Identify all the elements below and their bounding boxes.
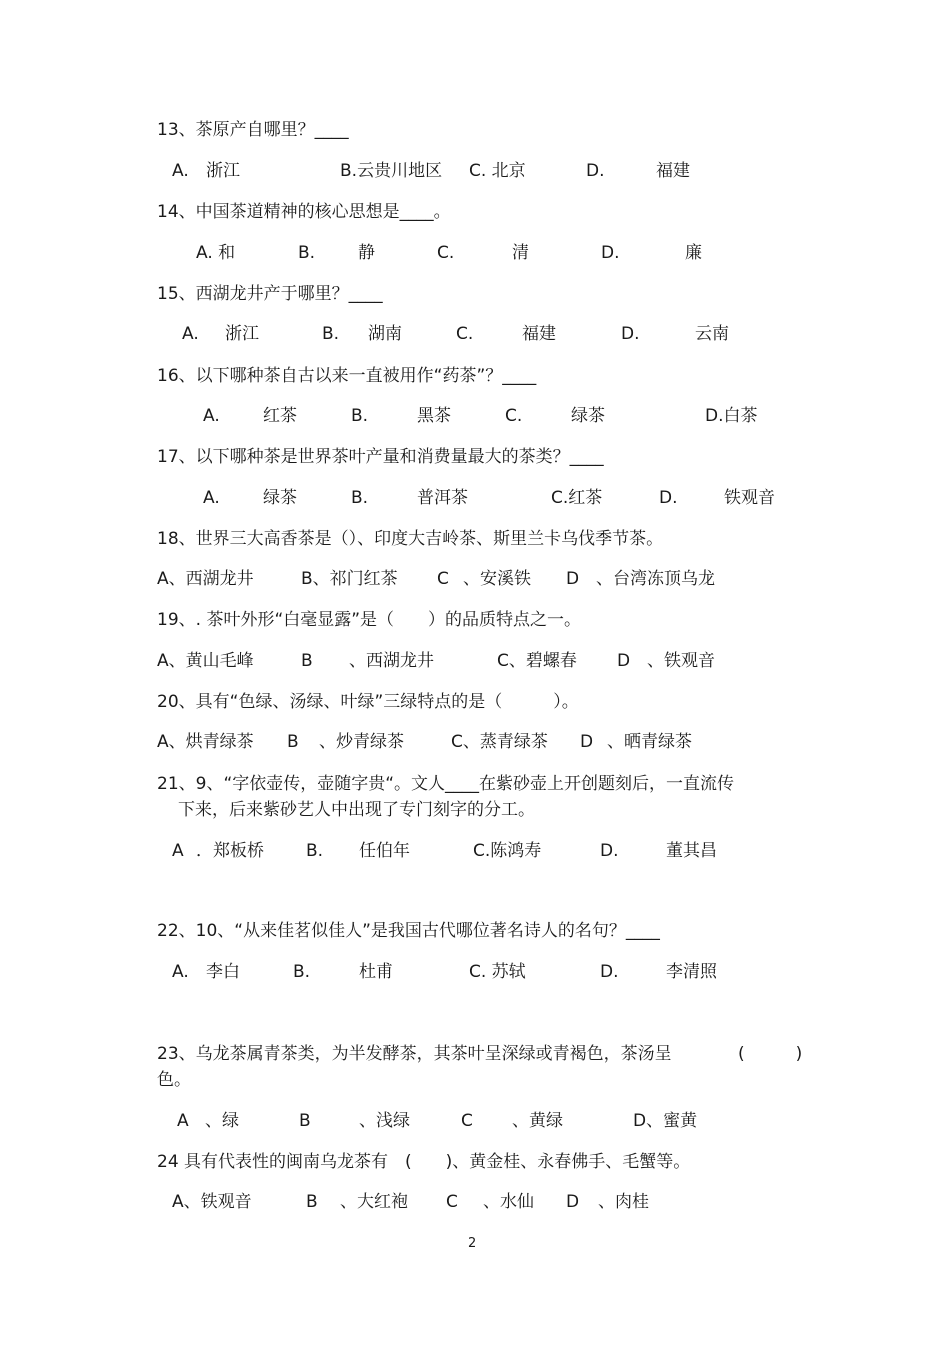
q24-option-b-label: B xyxy=(306,1192,318,1212)
q16-option-a-label: A. xyxy=(203,406,220,426)
q21-option-a-text: ．郑板桥 xyxy=(196,841,264,861)
q13-option-c: C. 北京 xyxy=(469,161,526,181)
q21-option-a-label: A xyxy=(172,841,184,861)
q18-option-b: B、祁门红茶 xyxy=(301,569,398,589)
q22-option-a-text: 李白 xyxy=(206,962,240,982)
q13-option-a-label: A. xyxy=(172,161,189,181)
q23-option-d: D、蜜黄 xyxy=(633,1111,698,1131)
q15-option-a-label: A. xyxy=(182,324,199,344)
q22-option-d-text: 李清照 xyxy=(666,962,717,982)
question-13-stem: 13、茶原产自哪里？____ xyxy=(157,120,349,140)
question-16-stem: 16、以下哪种茶自古以来一直被用作“药茶”？____ xyxy=(157,366,537,386)
question-19-stem: 19、. 茶叶外形“白毫显露”是（ ）的品质特点之一。 xyxy=(157,610,582,630)
q24-option-c-text: 、水仙 xyxy=(483,1192,534,1212)
q24-option-d-text: 、肉桂 xyxy=(598,1192,649,1212)
q15-option-b-text: 湖南 xyxy=(368,324,402,344)
q17-option-d-label: D. xyxy=(659,488,678,508)
q16-option-b-text: 黑茶 xyxy=(417,406,451,426)
q18-option-a: A、西湖龙井 xyxy=(157,569,254,589)
q21-option-b-label: B. xyxy=(306,841,324,861)
q17-option-b-label: B. xyxy=(351,488,369,508)
q19-option-a: A、黄山毛峰 xyxy=(157,651,254,671)
q14-option-a: A. 和 xyxy=(196,243,236,263)
q23-option-a-text: 、绿 xyxy=(205,1111,239,1131)
question-18-stem: 18、世界三大高香茶是（）、印度大吉岭茶、斯里兰卡乌伐季节茶。 xyxy=(157,529,664,549)
question-23-stem-line1: 23、乌龙茶属青茶类，为半发酵茶，其茶叶呈深绿或青褐色，茶汤呈 xyxy=(157,1044,672,1064)
q18-option-c-label: C xyxy=(437,569,449,589)
q16-option-c-label: C. xyxy=(505,406,523,426)
q14-option-d-text: 廉 xyxy=(685,243,702,263)
q20-option-c: C、蒸青绿茶 xyxy=(451,732,548,752)
q20-option-a: A、烘青绿茶 xyxy=(157,732,254,752)
q14-option-b-label: B. xyxy=(298,243,316,263)
question-15-stem: 15、西湖龙井产于哪里？____ xyxy=(157,284,383,304)
q16-option-c-text: 绿茶 xyxy=(571,406,605,426)
q20-option-b-text: 、炒青绿茶 xyxy=(319,732,404,752)
q21-option-d-text: 董其昌 xyxy=(666,841,717,861)
q20-option-b-label: B xyxy=(287,732,299,752)
q14-option-c-label: C. xyxy=(437,243,455,263)
q14-option-c-text: 清 xyxy=(512,243,529,263)
q15-option-d-label: D. xyxy=(621,324,640,344)
q17-option-d-text: 铁观音 xyxy=(724,488,775,508)
q13-option-a-text: 浙江 xyxy=(206,161,240,181)
q18-option-c-text: 、安溪铁 xyxy=(463,569,531,589)
q14-option-d-label: D. xyxy=(601,243,620,263)
q13-option-d-label: D. xyxy=(586,161,605,181)
q20-option-d-label: D xyxy=(580,732,594,752)
question-23-stem-line2: 色。 xyxy=(157,1070,191,1090)
question-21-stem-line1: 21、9、“字依壶传，壶随字贵“。文人____在紫砂壶上开创题刻后，一直流传 xyxy=(157,774,735,794)
q23-option-b-text: 、浅绿 xyxy=(359,1111,410,1131)
q23-option-a-label: A xyxy=(177,1111,189,1131)
q19-option-d-label: D xyxy=(617,651,631,671)
q14-option-b-text: 静 xyxy=(358,243,375,263)
q22-option-a-label: A. xyxy=(172,962,189,982)
q22-option-b-text: 杜甫 xyxy=(359,962,393,982)
question-21-stem-line2: 下来，后来紫砂艺人中出现了专门刻字的分工。 xyxy=(178,800,535,820)
q18-option-d-text: 、台湾冻顶乌龙 xyxy=(596,569,715,589)
q21-option-c: C.陈鸿寿 xyxy=(473,841,542,861)
q24-option-b-text: 、大红袍 xyxy=(340,1192,408,1212)
question-17-stem: 17、以下哪种茶是世界茶叶产量和消费量最大的茶类？____ xyxy=(157,447,604,467)
q22-option-c: C. 苏轼 xyxy=(469,962,526,982)
q24-option-c-label: C xyxy=(446,1192,458,1212)
question-22-stem: 22、10、“从来佳茗似佳人”是我国古代哪位著名诗人的名句？____ xyxy=(157,921,660,941)
q17-option-c: C.红茶 xyxy=(551,488,603,508)
q17-option-a-text: 绿茶 xyxy=(263,488,297,508)
q23-option-c-label: C xyxy=(461,1111,473,1131)
q17-option-b-text: 普洱茶 xyxy=(417,488,468,508)
q20-option-d-text: 、晒青绿茶 xyxy=(607,732,692,752)
q15-option-a-text: 浙江 xyxy=(225,324,259,344)
q13-option-d-text: 福建 xyxy=(656,161,690,181)
q19-option-b-label: B xyxy=(301,651,313,671)
question-23-stem-paren: ( ) xyxy=(738,1044,803,1064)
q18-option-d-label: D xyxy=(566,569,580,589)
q15-option-d-text: 云南 xyxy=(695,324,729,344)
q16-option-d: D.白茶 xyxy=(705,406,758,426)
q19-option-d-text: 、铁观音 xyxy=(647,651,715,671)
q16-option-a-text: 红茶 xyxy=(263,406,297,426)
q23-option-c-text: 、黄绿 xyxy=(512,1111,563,1131)
q24-option-d-label: D xyxy=(566,1192,580,1212)
q17-option-a-label: A. xyxy=(203,488,220,508)
page-number: 2 xyxy=(468,1236,477,1251)
q15-option-c-label: C. xyxy=(456,324,474,344)
q22-option-d-label: D. xyxy=(600,962,619,982)
q13-option-b: B.云贵川地区 xyxy=(340,161,443,181)
q19-option-b-text: 、西湖龙井 xyxy=(349,651,434,671)
question-24-stem: 24 具有代表性的闽南乌龙茶有 ( )、黄金桂、永春佛手、毛蟹等。 xyxy=(157,1152,691,1172)
question-20-stem: 20、具有“色绿、汤绿、叶绿”三绿特点的是（ ）。 xyxy=(157,692,579,712)
q24-option-a: A、铁观音 xyxy=(172,1192,252,1212)
question-14-stem: 14、中国茶道精神的核心思想是____。 xyxy=(157,202,451,222)
q21-option-d-label: D. xyxy=(600,841,619,861)
q23-option-b-label: B xyxy=(299,1111,311,1131)
q15-option-b-label: B. xyxy=(322,324,340,344)
q19-option-c: C、碧螺春 xyxy=(497,651,577,671)
q21-option-b-text: 任伯年 xyxy=(359,841,410,861)
q15-option-c-text: 福建 xyxy=(522,324,556,344)
q22-option-b-label: B. xyxy=(293,962,311,982)
q16-option-b-label: B. xyxy=(351,406,369,426)
